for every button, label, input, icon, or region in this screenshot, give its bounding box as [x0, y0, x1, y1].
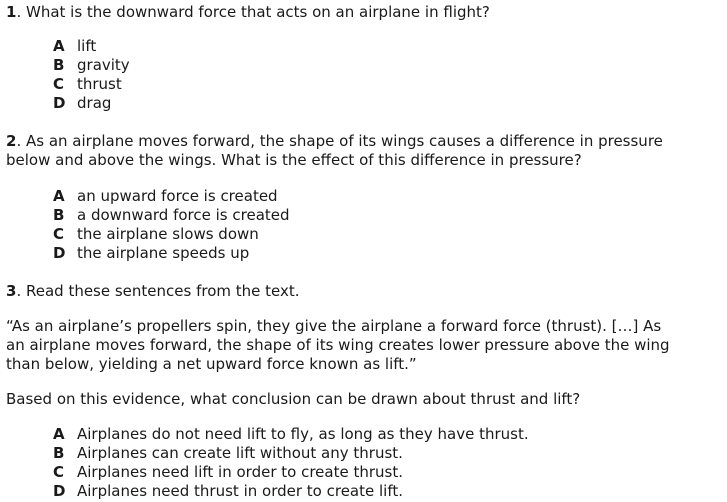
question-3-option-d[interactable] [53, 482, 403, 501]
question-2-stem: 2. As an airplane moves forward, the shape of its wings causes a difference in pressure [6, 132, 663, 150]
question-1-stem: 1. What is the downward force that acts on an airplane in flight? [6, 3, 490, 21]
option-letter: D [53, 244, 66, 262]
question-number: 1 [6, 3, 17, 21]
option-text: the airplane slows down [77, 225, 259, 243]
quote-line-1 [6, 317, 661, 336]
option-text: thrust [77, 75, 122, 93]
option-text: an upward force is created [77, 187, 278, 205]
prompt-text: Based on this evidence, what conclusion can be drawn about thrust and lift? [6, 390, 581, 408]
option-letter: B [53, 56, 65, 74]
option-text: gravity [77, 56, 130, 74]
question-3-prompt [6, 390, 580, 409]
question-1-option-d[interactable] [53, 94, 111, 113]
question-3-stem: 3. Read these sentences from the text. [6, 282, 300, 300]
question-text: What is the downward force that acts on an airplane in flight? [25, 3, 490, 21]
quote-text: “As an airplane’s propellers spin, they give the airplane a forward force (thrust). […] As [6, 317, 662, 335]
option-letter: A [53, 187, 65, 205]
question-number: 2 [6, 132, 17, 150]
option-text: drag [77, 94, 112, 112]
question-3-option-b[interactable] [53, 444, 403, 463]
question-3-option-a[interactable] [53, 425, 529, 444]
option-text: Airplanes do not need lift to fly, as long as they have thrust. [77, 425, 529, 443]
option-text: the airplane speeds up [77, 244, 250, 262]
option-letter: A [53, 425, 65, 443]
question-2-option-c[interactable] [53, 225, 259, 244]
option-letter: D [53, 482, 66, 500]
question-1-option-c[interactable] [53, 75, 122, 94]
option-text: Airplanes need thrust in order to create lift. [77, 482, 403, 500]
question-text: Read these sentences from the text. [25, 282, 300, 300]
option-letter: C [53, 225, 65, 243]
question-2-option-a[interactable] [53, 187, 278, 206]
question-text: below and above the wings. What is the effect of this difference in pressure? [6, 151, 582, 169]
quote-line-3 [6, 355, 417, 374]
option-letter: B [53, 444, 65, 462]
option-letter: A [53, 37, 65, 55]
question-1-option-a[interactable] [53, 37, 96, 56]
option-letter: C [53, 463, 65, 481]
question-3-option-c[interactable] [53, 463, 403, 482]
quote-line-2 [6, 336, 670, 355]
option-text: Airplanes can create lift without any thrust. [77, 444, 403, 462]
quote-text: an airplane moves forward, the shape of its wing creates lower pressure above the wing [6, 336, 670, 354]
option-letter: D [53, 94, 66, 112]
question-2-option-d[interactable] [53, 244, 249, 263]
quote-text: than below, yielding a net upward force known as lift.” [6, 355, 417, 373]
option-text: a downward force is created [77, 206, 290, 224]
question-text: As an airplane moves forward, the shape of its wings causes a difference in pressure [25, 132, 663, 150]
option-letter: B [53, 206, 65, 224]
question-2-stem-continued [6, 151, 582, 170]
option-text: Airplanes need lift in order to create thrust. [77, 463, 403, 481]
option-text: lift [77, 37, 97, 55]
question-number: 3 [6, 282, 17, 300]
question-1-option-b[interactable] [53, 56, 130, 75]
option-letter: C [53, 75, 65, 93]
question-2-option-b[interactable] [53, 206, 290, 225]
